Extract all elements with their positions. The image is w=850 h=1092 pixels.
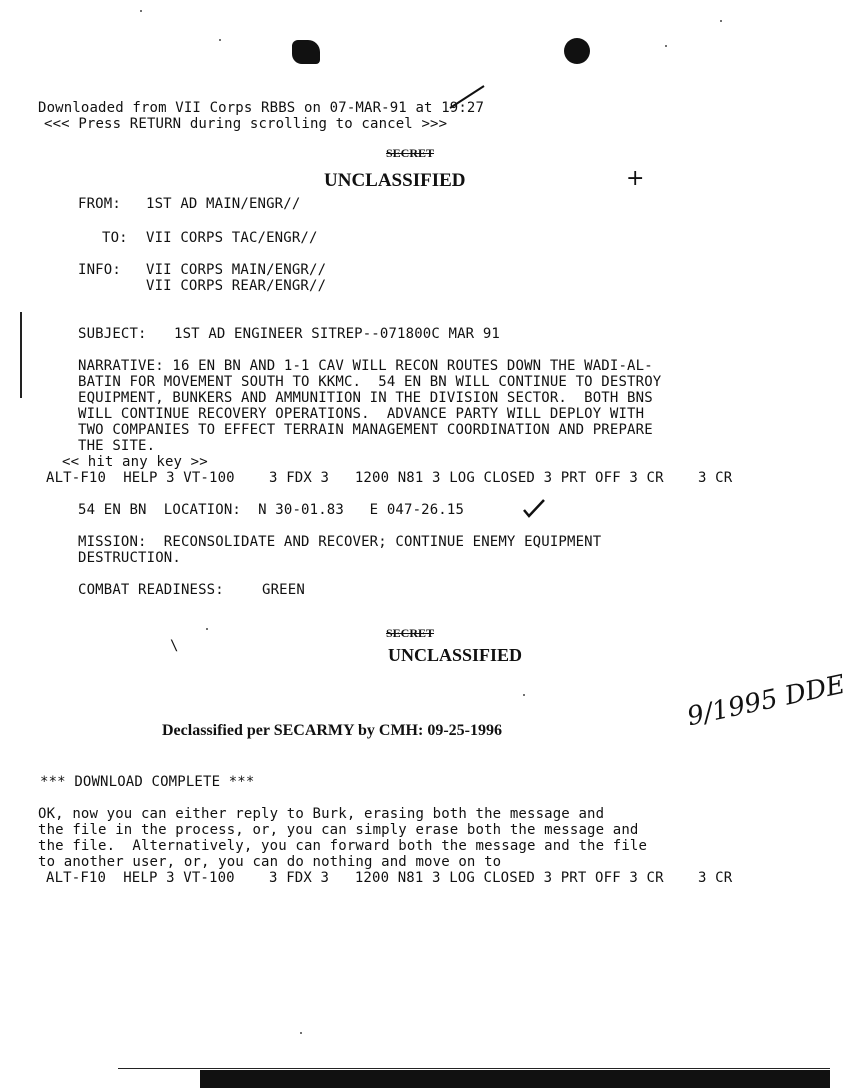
narrative-line: TWO COMPANIES TO EFFECT TERRAIN MANAGEMENT COORDINATION AND PREPARE [78, 422, 653, 438]
handwritten-date-initials: 9/1995 DDE [684, 669, 848, 733]
terminal-status-bar-final: ALT-F10 HELP 3 VT-100 3 FDX 3 1200 N81 3 LOG CLOSED 3 PRT OFF 3 CR 3 CR [46, 870, 733, 886]
info-value-2: VII CORPS REAR/ENGR// [146, 278, 327, 294]
punch-hole-left [292, 40, 320, 64]
declassified-stamp: Declassified per SECARMY by CMH: 09-25-1996 [162, 722, 502, 739]
readiness-value: GREEN [262, 582, 305, 598]
scan-edge-bar [118, 1068, 830, 1069]
mission-line: MISSION: RECONSOLIDATE AND RECOVER; CONTINUE ENEMY EQUIPMENT [78, 534, 602, 550]
cross-mark: + [626, 166, 645, 191]
scan-speck [206, 628, 208, 630]
struck-classification-bottom: SECRET [386, 626, 435, 640]
location-line: 54 EN BN LOCATION: N 30-01.83 E 047-26.15 [78, 502, 465, 518]
scan-speck [140, 10, 142, 12]
mission-line: DESTRUCTION. [78, 550, 181, 566]
narrative-line: NARRATIVE: 16 EN BN AND 1-1 CAV WILL RECON ROUTES DOWN THE WADI-AL- [78, 358, 653, 374]
scan-speck [300, 1032, 302, 1034]
footer-line: OK, now you can either reply to Burk, erasing both the message and [38, 806, 605, 822]
subject-value: 1ST AD ENGINEER SITREP--071800C MAR 91 [174, 326, 500, 342]
scan-speck [523, 694, 525, 696]
download-complete: *** DOWNLOAD COMPLETE *** [40, 774, 255, 790]
scan-edge-bar-thick [200, 1070, 830, 1088]
check-mark-icon [522, 498, 546, 518]
scan-speck [665, 45, 667, 47]
narrative-line: WILL CONTINUE RECOVERY OPERATIONS. ADVANCE PARTY WILL DEPLOY WITH [78, 406, 645, 422]
narrative-line: BATIN FOR MOVEMENT SOUTH TO KKMC. 54 EN BN WILL CONTINUE TO DESTROY [78, 374, 662, 390]
unclassified-bottom: UNCLASSIFIED [388, 645, 523, 665]
from-value: 1ST AD MAIN/ENGR// [146, 196, 301, 212]
subject-label: SUBJECT: [78, 326, 147, 342]
to-label: TO: [102, 230, 128, 246]
footer-line: to another user, or, you can do nothing and move on to [38, 854, 502, 870]
press-return-line: <<< Press RETURN during scrolling to cancel >>> [44, 116, 448, 132]
margin-rule [20, 312, 22, 398]
narrative-line: EQUIPMENT, BUNKERS AND AMMUNITION IN THE DIVISION SECTOR. BOTH BNS [78, 390, 653, 406]
pen-tick-mark: \ [170, 638, 179, 654]
scan-speck [720, 20, 722, 22]
terminal-status-bar: ALT-F10 HELP 3 VT-100 3 FDX 3 1200 N81 3 LOG CLOSED 3 PRT OFF 3 CR 3 CR [46, 470, 733, 486]
unclassified-top: UNCLASSIFIED [324, 170, 466, 191]
check-slash-mark [448, 84, 488, 110]
info-value-1: VII CORPS MAIN/ENGR// [146, 262, 327, 278]
downloaded-line: Downloaded from VII Corps RBBS on 07-MAR-91 at 19:27 [38, 100, 485, 116]
footer-line: the file. Alternatively, you can forward both the message and the file [38, 838, 648, 854]
info-label: INFO: [78, 262, 121, 278]
hit-any-key-prompt: << hit any key >> [62, 454, 208, 470]
punch-hole-right [564, 38, 590, 64]
scan-speck [219, 39, 221, 41]
struck-classification-top: SECRET [386, 146, 435, 160]
narrative-line: THE SITE. [78, 438, 156, 454]
readiness-label: COMBAT READINESS: [78, 582, 224, 598]
footer-line: the file in the process, or, you can simply erase both the message and [38, 822, 639, 838]
from-label: FROM: [78, 196, 121, 212]
to-value: VII CORPS TAC/ENGR// [146, 230, 318, 246]
